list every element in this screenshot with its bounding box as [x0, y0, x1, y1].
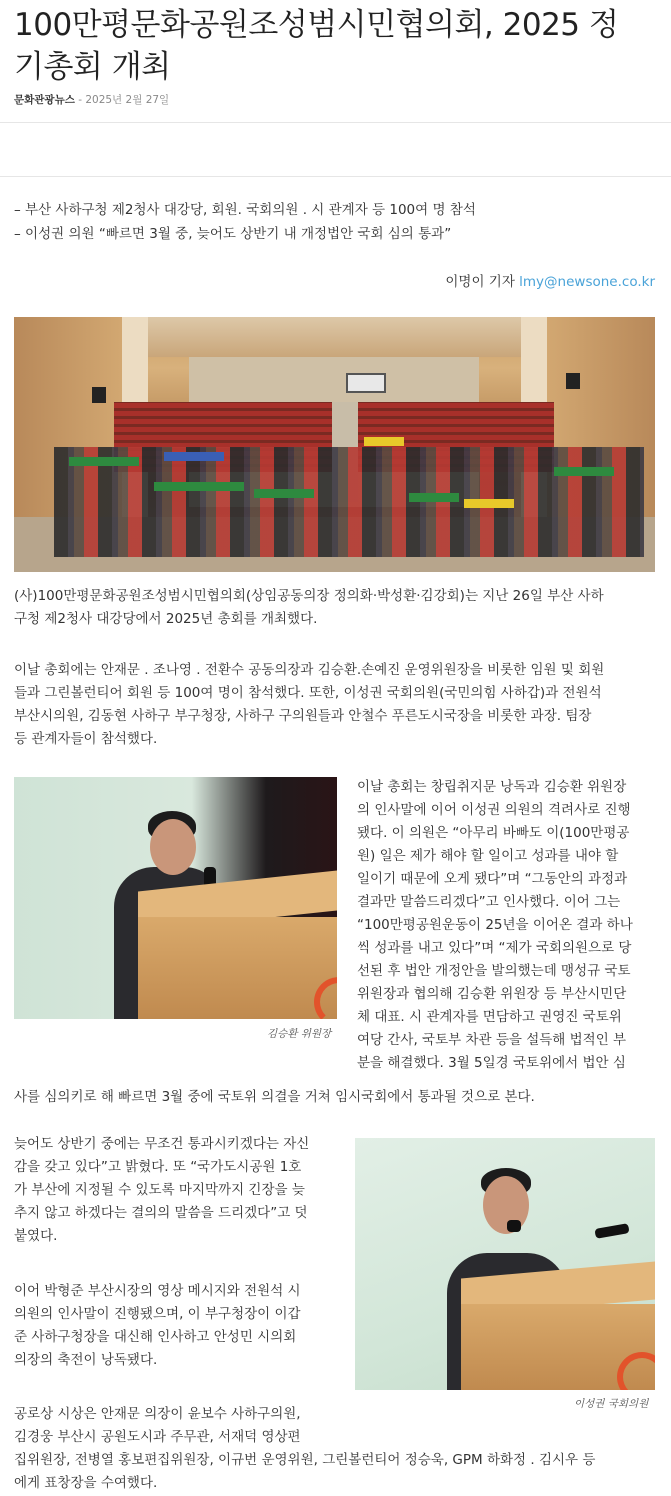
paragraph-line: 사를 심의키로 해 빠르면 3월 중에 국토위 의결을 거쳐 임시국회에서 통과될 것으로 본다. [14, 1089, 535, 1105]
news-source[interactable]: 문화관광뉴스 [14, 94, 75, 106]
paragraph-line: 추지 않고 하겠다는 결의의 말씀을 드리겠다”고 덧 [14, 1205, 308, 1221]
photo-caption: 김승환 위원장 [267, 1028, 332, 1040]
paragraph-line: 의원의 인사말이 진행됐으며, 이 부구청장이 이갑 [14, 1306, 301, 1322]
paragraph-line: 여당 간사, 국토부 차관 등을 설득해 법적인 부 [357, 1032, 627, 1048]
article-paragraph [14, 1403, 664, 1495]
paragraph-line: 가 부산에 지정될 수 있도록 마지막까지 긴장을 늦 [14, 1182, 305, 1198]
paragraph-line: 에게 표창장을 수여했다. [14, 1475, 158, 1491]
paragraph-line: 됐다. 이 의원은 “아무리 바빠도 이(100만평공 [357, 825, 630, 841]
meta-separator: - [74, 94, 86, 106]
paragraph-line: 분을 해결했다. 3월 5일경 국토위에서 법안 심 [357, 1055, 626, 1071]
paragraph-line: 늦어도 상반기 중에는 무조건 통과시키겠다는 자신 [14, 1136, 310, 1152]
paragraph-line: 집위원장, 전병열 홍보편집위원장, 이규번 운영위원, 그린볼런티어 정승욱, GPM 하화정 . 김시우 등 [14, 1452, 596, 1468]
paragraph-line: 등 관계자들이 참석했다. [14, 731, 158, 747]
paragraph-line: 준 사하구청장을 대신해 인사하고 안성민 시의회 [14, 1329, 297, 1345]
paragraph-line: 체 대표. 시 관계자를 면담하고 권영진 국토위 [357, 1009, 622, 1025]
divider [0, 176, 671, 177]
byline [445, 270, 655, 290]
publish-date: 2025년 2월 27일 [85, 94, 170, 106]
article-meta [14, 92, 169, 107]
title-line: 100만평문화공원조성범시민협의회, 2025 정 [14, 7, 619, 43]
paragraph-line: “100만평공원운동이 25년을 이어온 결과 하나 [357, 917, 633, 933]
paragraph-line: 부산시의원, 김동현 사하구 부구청장, 사하구 구의원들과 안철수 푸른도시국장을 비롯한 과장. 팀장 [14, 708, 592, 724]
article-paragraph [14, 1280, 344, 1372]
paragraph-line: 들과 그린볼런티어 회원 등 100여 명이 참석했다. 또한, 이성권 국회의원(국민의힘 사하갑)과 전원석 [14, 685, 602, 701]
photo-caption: 이성권 국회의원 [574, 1398, 649, 1410]
article-summary [14, 198, 476, 246]
paragraph-line: 위원장과 협의해 김승환 위원장 등 부산시민단 [357, 986, 627, 1002]
article-paragraph [357, 776, 657, 1075]
kim-speaker-photo [14, 777, 337, 1019]
article-paragraph [14, 659, 664, 751]
paragraph-line: 결과만 말씀드리겠다”고 인사했다. 이어 그는 [357, 894, 621, 910]
paragraph-line: 구청 제2청사 대강당에서 2025년 총회를 개최했다. [14, 611, 318, 627]
paragraph-line: 의 인사말에 이어 이성권 의원의 격려사로 진행 [357, 802, 631, 818]
article-paragraph [14, 1133, 344, 1248]
title-line: 기총회 개최 [14, 49, 171, 85]
summary-line: – 이성권 의원 “빠르면 3월 중, 늦어도 상반기 내 개정법안 국회 심의 통과” [14, 226, 452, 242]
paragraph-line: 원) 일은 제가 해야 할 일이고 성과를 내야 할 [357, 848, 619, 864]
assembly-hall-photo [14, 317, 655, 572]
reporter-name: 이명이 기자 [445, 274, 515, 290]
paragraph-line: 이어 박형준 부산시장의 영상 메시지와 전원석 시 [14, 1283, 301, 1299]
paragraph-line: 이날 총회에는 안재문 . 조나영 . 전환수 공동의장과 김승환.손예진 운영위원장을 비롯한 임원 및 회원 [14, 662, 605, 678]
lee-speaker-photo [355, 1138, 655, 1390]
divider [0, 122, 671, 123]
paragraph-line: 의장의 축전이 낭독됐다. [14, 1352, 158, 1368]
paragraph-line: 붙였다. [14, 1228, 58, 1244]
paragraph-line: 김경웅 부산시 공원도시과 주무관, 서재덕 영상편 [14, 1429, 301, 1445]
paragraph-line: 공로상 시상은 안재문 의장이 윤보수 사하구의원, [14, 1406, 301, 1422]
paragraph-line: 선된 후 법안 개정안을 발의했는데 맹성규 국토 [357, 963, 631, 979]
summary-line: – 부산 사하구청 제2청사 대강당, 회원. 국회의원 . 시 관계자 등 100여 명 참석 [14, 202, 476, 218]
paragraph-line: 씩 성과를 내고 있다”며 “제가 국회의원으로 당 [357, 940, 632, 956]
article-title [14, 4, 664, 88]
reporter-email[interactable]: lmy@newsone.co.kr [519, 274, 655, 290]
article-paragraph [14, 585, 664, 631]
paragraph-line: 일이기 때문에 오게 됐다”며 “그동안의 과정과 [357, 871, 628, 887]
paragraph-line: 감을 갖고 있다”고 밝혔다. 또 “국가도시공원 1호 [14, 1159, 302, 1175]
paragraph-line: (사)100만평문화공원조성범시민협의회(상임공동의장 정의화·박성환·김강회)는 지난 26일 부산 사하 [14, 588, 604, 604]
paragraph-line: 이날 총회는 창립취지문 낭독과 김승환 위원장 [357, 779, 627, 795]
